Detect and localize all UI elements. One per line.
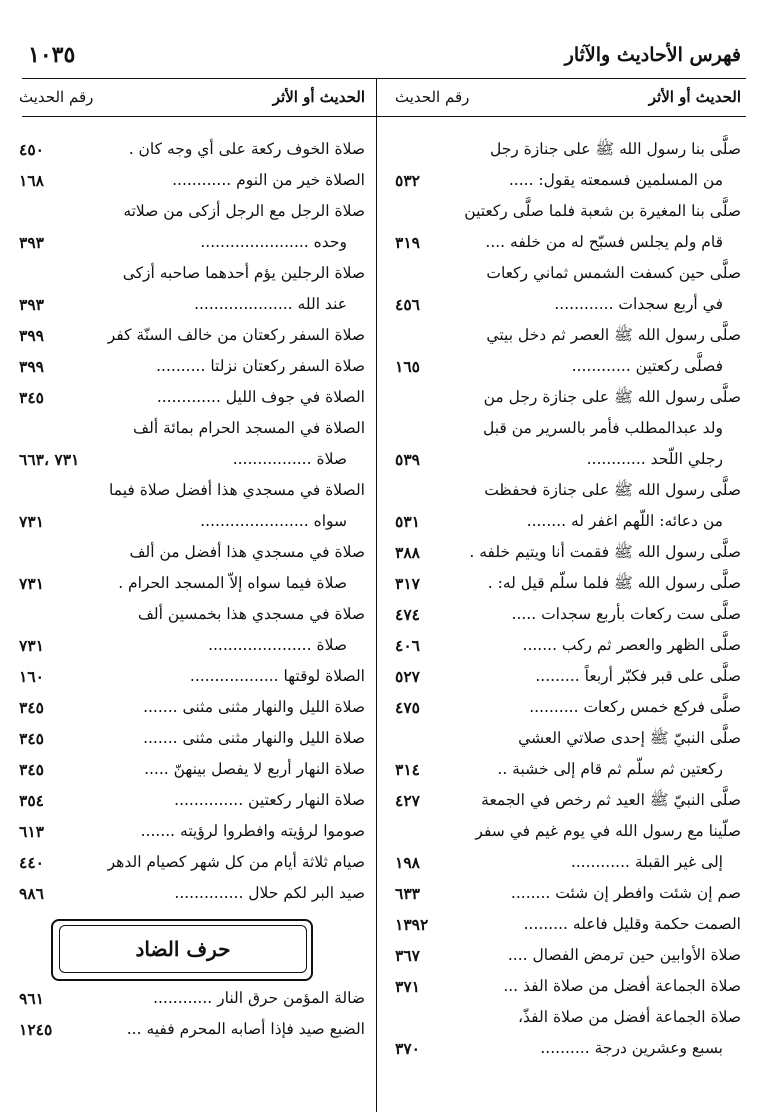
page-number: ١٠٣٥	[28, 42, 76, 68]
index-entry	[395, 289, 741, 320]
index-entry	[19, 723, 365, 754]
entry-text: من المسلمين فسمعته يقول: .....	[508, 171, 723, 189]
index-entry	[19, 537, 365, 568]
entry-text: صلاة الجماعة أفضل من صلاة الفذّ،	[518, 1008, 741, 1026]
entry-text: صلاة السفر ركعتان نزلتا ..........	[156, 357, 365, 375]
entry-number: ٧٣١	[19, 636, 44, 655]
index-entry	[395, 537, 741, 568]
index-entry	[19, 661, 365, 692]
index-entry	[395, 196, 741, 227]
left-head-text: الحديث أو الأثر	[272, 88, 365, 106]
index-entry	[19, 785, 365, 816]
entry-text: سواه ......................	[200, 512, 347, 530]
entry-number: ٣٩٣	[19, 233, 44, 252]
index-entry	[19, 227, 365, 258]
entry-text: صلَّى رسول الله ﷺ على جنازة رجل من	[483, 388, 741, 406]
left-column-entries-bottom	[19, 983, 365, 1045]
index-entry	[395, 351, 741, 382]
entry-text: الصلاة في جوف الليل .............	[156, 388, 365, 406]
index-entry	[395, 1002, 741, 1033]
index-entry	[395, 475, 741, 506]
entry-number: ٣١٤	[395, 760, 420, 779]
left-column-entries-top	[19, 134, 365, 909]
entry-number: ٦٣٣	[395, 884, 420, 903]
entry-number: ١٢٤٥	[19, 1020, 53, 1039]
entry-number: ١٣٩٢	[395, 915, 429, 934]
entry-text: ضالة المؤمن حرق النار ............	[153, 989, 365, 1007]
entry-number: ٤٥٠	[19, 140, 44, 159]
entry-number: ٤٧٤	[395, 605, 420, 624]
section-header-box	[19, 909, 365, 983]
index-entry	[19, 196, 365, 227]
entry-text: الصلاة في المسجد الحرام بمائة ألف	[133, 419, 365, 437]
running-title: فهرس الأحاديث والآثار	[564, 44, 741, 66]
index-entry	[395, 506, 741, 537]
index-entry	[395, 971, 741, 1002]
index-entry	[395, 847, 741, 878]
entry-text: صلاة الليل والنهار مثنى مثنى .......	[143, 698, 365, 716]
entry-text: صلاة الرجل مع الرجل أزكى من صلاته	[123, 202, 365, 220]
entry-number: ١٦٥	[395, 357, 420, 376]
index-entry	[19, 134, 365, 165]
entry-number: ٤٢٧	[395, 791, 420, 810]
entry-text: صلَّى النبيّ ﷺ إحدى صلاتي العشي	[518, 729, 741, 747]
left-column-head	[19, 88, 365, 112]
entry-text: صلَّى بنا رسول الله ﷺ على جنازة رجل	[489, 140, 741, 158]
entry-number: ٩٨٦	[19, 884, 44, 903]
entry-text: صلاة الليل والنهار مثنى مثنى .......	[143, 729, 365, 747]
entry-number: ٣١٧	[395, 574, 420, 593]
entry-number: ٣٤٥	[19, 760, 44, 779]
entry-text: صلاة فيما سواه إلاّ المسجد الحرام .	[118, 574, 347, 592]
entry-text: صلَّى فركع خمس ركعات ..........	[529, 698, 741, 716]
index-entry	[395, 382, 741, 413]
entry-number: ٤٠٦	[395, 636, 420, 655]
entry-text: صم إن شئت وافطر إن شئت ........	[510, 884, 741, 902]
index-entry	[19, 692, 365, 723]
entry-number: ٣٨٨	[395, 543, 420, 562]
index-entry	[395, 940, 741, 971]
entry-number: ٣٤٥	[19, 698, 44, 717]
entry-text: إلى غير القبلة ............	[570, 853, 723, 871]
entry-text: صلَّى رسول الله ﷺ فقمت أنا ويتيم خلفه .	[469, 543, 741, 561]
entry-text: عند الله ....................	[194, 295, 347, 313]
entry-text: الصمت حكمة وقليل فاعله .........	[523, 915, 741, 933]
entry-number: ٥٢٧	[395, 667, 420, 686]
entry-text: الصلاة في مسجدي هذا أفضل صلاة فيما	[109, 481, 365, 499]
entry-number: ١٦٨	[19, 171, 44, 190]
index-entry	[395, 1033, 741, 1064]
index-entry	[395, 227, 741, 258]
index-entry	[19, 983, 365, 1014]
left-column	[19, 134, 365, 1045]
entry-number: ٤٧٥	[395, 698, 420, 717]
index-entry	[19, 165, 365, 196]
index-entry	[19, 599, 365, 630]
entry-text: ركعتين ثم سلّم ثم قام إلى خشبة ..	[497, 760, 723, 778]
entry-number: ٤٤٠	[19, 853, 44, 872]
entry-number: ٣٤٥	[19, 729, 44, 748]
right-column-entries	[395, 134, 741, 1064]
entry-text: صلَّى رسول الله ﷺ العصر ثم دخل بيتي	[486, 326, 741, 344]
index-entry	[19, 320, 365, 351]
entry-number: ٣٩٩	[19, 326, 44, 345]
header-rule	[22, 78, 746, 79]
entry-text: صلاة السفر ركعتان من خالف السنّة كفر	[107, 326, 365, 344]
entry-number: ٣٧١	[395, 977, 420, 996]
entry-text: الضبع صيد فإذا أصابه المحرم ففيه ...	[126, 1020, 365, 1038]
entry-text: في أربع سجدات ............	[554, 295, 723, 313]
entry-text: صلاة في مسجدي هذا بخمسين ألف	[137, 605, 365, 623]
entry-text: صلّينا مع رسول الله في يوم غيم في سفر	[475, 822, 741, 840]
index-entry	[19, 754, 365, 785]
index-entry	[19, 630, 365, 661]
entry-number: ٧٣١	[19, 512, 44, 531]
entry-text: صوموا لرؤيته وافطروا لرؤيته .......	[140, 822, 365, 840]
entry-number: ٦١٣	[19, 822, 44, 841]
entry-text: صلَّى النبيّ ﷺ العيد ثم رخص في الجمعة	[481, 791, 741, 809]
entry-text: صلاة الأوابين حين ترمض الفصال ....	[507, 946, 741, 964]
column-divider	[376, 78, 377, 1112]
entry-text: من دعائه: اللّهم اغفر له ........	[526, 512, 723, 530]
entry-text: صلاة النهار أربع لا يفصل بينهنّ .....	[144, 760, 365, 778]
index-entry	[19, 1014, 365, 1045]
index-entry	[395, 320, 741, 351]
entry-number: ٧٣١ ،٦٦٣	[19, 450, 80, 469]
index-entry	[19, 413, 365, 444]
index-entry	[19, 382, 365, 413]
index-entry	[19, 816, 365, 847]
page-header	[0, 38, 763, 82]
right-column-head	[395, 88, 741, 112]
entry-number: ٣٤٥	[19, 388, 44, 407]
index-entry	[395, 568, 741, 599]
entry-text: صلاة الرجلين يؤم أحدهما صاحبه أزكى	[122, 264, 365, 282]
entry-text: صلاة الجماعة أفضل من صلاة الفذ ...	[503, 977, 741, 995]
entry-number: ٣٩٣	[19, 295, 44, 314]
index-entry	[395, 444, 741, 475]
index-entry	[395, 692, 741, 723]
right-head-number: رقم الحديث	[395, 88, 470, 106]
index-entry	[395, 785, 741, 816]
entry-number: ٣٥٤	[19, 791, 44, 810]
index-entry	[395, 816, 741, 847]
entry-text: صلاة ................	[232, 450, 347, 468]
entry-text: ولد عبدالمطلب فأمر بالسرير من قبل	[482, 419, 723, 437]
index-entry	[19, 878, 365, 909]
index-entry	[395, 878, 741, 909]
entry-number: ٥٣١	[395, 512, 420, 531]
entry-text: صلَّى الظهر والعصر ثم ركب .......	[522, 636, 741, 654]
index-entry	[19, 568, 365, 599]
index-entry	[395, 630, 741, 661]
column-head-rule	[22, 116, 746, 117]
entry-number: ١٩٨	[395, 853, 420, 872]
index-entry	[19, 475, 365, 506]
entry-number: ٥٣٢	[395, 171, 420, 190]
entry-number: ٣١٩	[395, 233, 420, 252]
entry-text: الصلاة خير من النوم ............	[172, 171, 365, 189]
entry-text: صلَّى حين كسفت الشمس ثماني ركعات	[486, 264, 741, 282]
section-title: حرف الضاد	[59, 925, 307, 973]
entry-text: وحده ......................	[200, 233, 347, 251]
entry-text: صلَّى ست ركعات بأربع سجدات .....	[511, 605, 741, 623]
index-entry	[395, 413, 741, 444]
entry-text: قام ولم يجلس فسبّح له من خلفه ....	[485, 233, 723, 251]
index-entry	[19, 506, 365, 537]
index-entry	[395, 165, 741, 196]
entry-text: صيد البر لكم حلال ..............	[174, 884, 365, 902]
left-head-number: رقم الحديث	[19, 88, 94, 106]
entry-text: فصلَّى ركعتين ............	[571, 357, 723, 375]
entry-number: ١٦٠	[19, 667, 44, 686]
entry-text: الصلاة لوقتها ..................	[189, 667, 365, 685]
entry-number: ٣٧٠	[395, 1039, 420, 1058]
index-entry	[19, 258, 365, 289]
entry-number: ٣٩٩	[19, 357, 44, 376]
index-entry	[395, 599, 741, 630]
entry-text: رجلي اللّحد ............	[586, 450, 723, 468]
index-entry	[395, 258, 741, 289]
entry-number: ٥٣٩	[395, 450, 420, 469]
entry-text: صلَّى على قبر فكبّر أربعاً .........	[535, 667, 741, 685]
entry-number: ٧٣١	[19, 574, 44, 593]
entry-text: صلاة .....................	[208, 636, 347, 654]
index-entry	[395, 909, 741, 940]
index-entry	[19, 351, 365, 382]
entry-number: ٤٥٦	[395, 295, 420, 314]
entry-text: صلَّى رسول الله ﷺ فلما سلّم قيل له: .	[487, 574, 741, 592]
entry-text: صلاة في مسجدي هذا أفضل من ألف	[129, 543, 365, 561]
index-entry	[19, 444, 365, 475]
index-entry	[19, 289, 365, 320]
right-head-text: الحديث أو الأثر	[648, 88, 741, 106]
index-entry	[395, 134, 741, 165]
entry-number: ٣٦٧	[395, 946, 420, 965]
entry-text: صلاة النهار ركعتين ..............	[174, 791, 365, 809]
entry-text: صلاة الخوف ركعة على أي وجه كان .	[128, 140, 365, 158]
index-entry	[395, 661, 741, 692]
entry-text: صلَّى بنا المغيرة بن شعبة فلما صلَّى ركعتين	[464, 202, 741, 220]
index-entry	[19, 847, 365, 878]
entry-text: صلَّى رسول الله ﷺ على جنازة فحفظت	[484, 481, 741, 499]
index-entry	[395, 723, 741, 754]
index-entry	[395, 754, 741, 785]
entry-text: بسبع وعشرين درجة ..........	[540, 1039, 723, 1057]
entry-text: صيام ثلاثة أيام من كل شهر كصيام الدهر	[107, 853, 365, 871]
entry-number: ٩٦١	[19, 989, 44, 1008]
